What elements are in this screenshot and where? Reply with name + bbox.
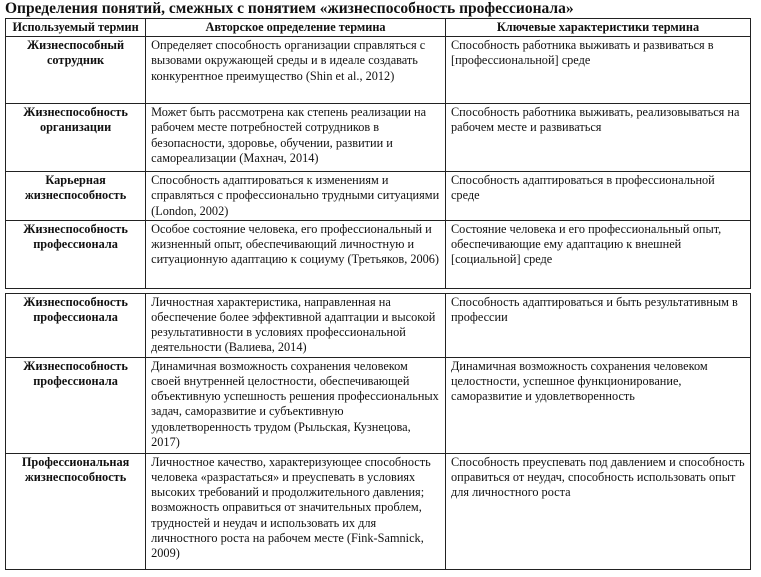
definition-cell: Способность адаптироваться к изменениям и справляться с профессионально трудными ситуациями (London, 2002)	[146, 172, 446, 221]
key-cell: Способность работника выживать и развиваться в [профессиональной] среде	[445, 37, 750, 104]
definition-cell: Динамичная возможность сохранения человеком своей внутренней целостности, обеспечивающей объективную успешность решения профессиональных задач, саморазвитие и субъективную удовлетворенность трудом (Рыльская, Кузнецова, 2017)	[146, 357, 446, 453]
table-row	[6, 220, 751, 288]
table-row	[6, 453, 751, 569]
table-row	[6, 37, 751, 104]
table-row	[6, 357, 751, 453]
key-cell: Способность адаптироваться и быть результативным в профессии	[445, 293, 750, 357]
key-cell: Способность работника выживать, реализовываться на рабочем месте и развиваться	[445, 104, 750, 172]
term-cell: Жизнеспособный сотрудник	[6, 37, 146, 104]
key-cell: Способность преуспевать под давлением и способность оправиться от неудач, способность использовать опыт для личностного роста	[445, 453, 750, 569]
table-row	[6, 172, 751, 221]
definition-cell: Определяет способность организации справляться с вызовами окружающей среды и в идеале создавать конкурентное преимущество (Shin et al., 2012)	[146, 37, 446, 104]
term-cell: Жизнеспособность профессионала	[6, 220, 146, 288]
definitions-table	[5, 18, 751, 570]
key-cell: Способность адаптироваться в профессиональной среде	[445, 172, 750, 221]
definition-cell: Личностная характеристика, направленная на обеспечение более эффективной адаптации и высокой результативности в условиях профессиональной деятельности (Валиева, 2014)	[146, 293, 446, 357]
term-cell: Жизнеспособность профессионала	[6, 293, 146, 357]
key-cell: Состояние человека и его профессиональный опыт, обеспечивающие ему адаптацию к внешней [социальной] среде	[445, 220, 750, 288]
definition-cell: Личностное качество, характеризующее способность человека «разрастаться» и преуспевать в условиях высоких требований и продолжительного давления; возможность оправиться от значительных проблем, трудностей и неудач и использовать их для личностного роста на рабочем месте (Fink-Samnick, 2009)	[146, 453, 446, 569]
table-row	[6, 104, 751, 172]
definition-cell: Может быть рассмотрена как степень реализации на рабочем месте потребностей сотрудников в безопасности, здоровье, обучении, развитии и самореализации (Махнач, 2014)	[146, 104, 446, 172]
header-definition: Авторское определение термина	[146, 19, 446, 37]
term-cell: Карьерная жизнеспособность	[6, 172, 146, 221]
term-cell: Профессиональная жизнеспособность	[6, 453, 146, 569]
page-title: Определения понятий, смежных с понятием «жизнеспособность профессионала»	[5, 0, 574, 17]
table-row	[6, 293, 751, 357]
term-cell: Жизнеспособность профессионала	[6, 357, 146, 453]
table-header-row	[6, 19, 751, 37]
header-term: Используемый термин	[6, 19, 146, 37]
key-cell: Динамичная возможность сохранения человеком целостности, успешное функционирование, саморазвитие и удовлетворенность	[445, 357, 750, 453]
header-key-characteristics: Ключевые характеристики термина	[445, 19, 750, 37]
term-cell: Жизнеспособность организации	[6, 104, 146, 172]
definition-cell: Особое состояние человека, его профессиональный и жизненный опыт, обеспечивающий личностную и ситуационную адаптацию к социуму (Третьяков, 2006)	[146, 220, 446, 288]
